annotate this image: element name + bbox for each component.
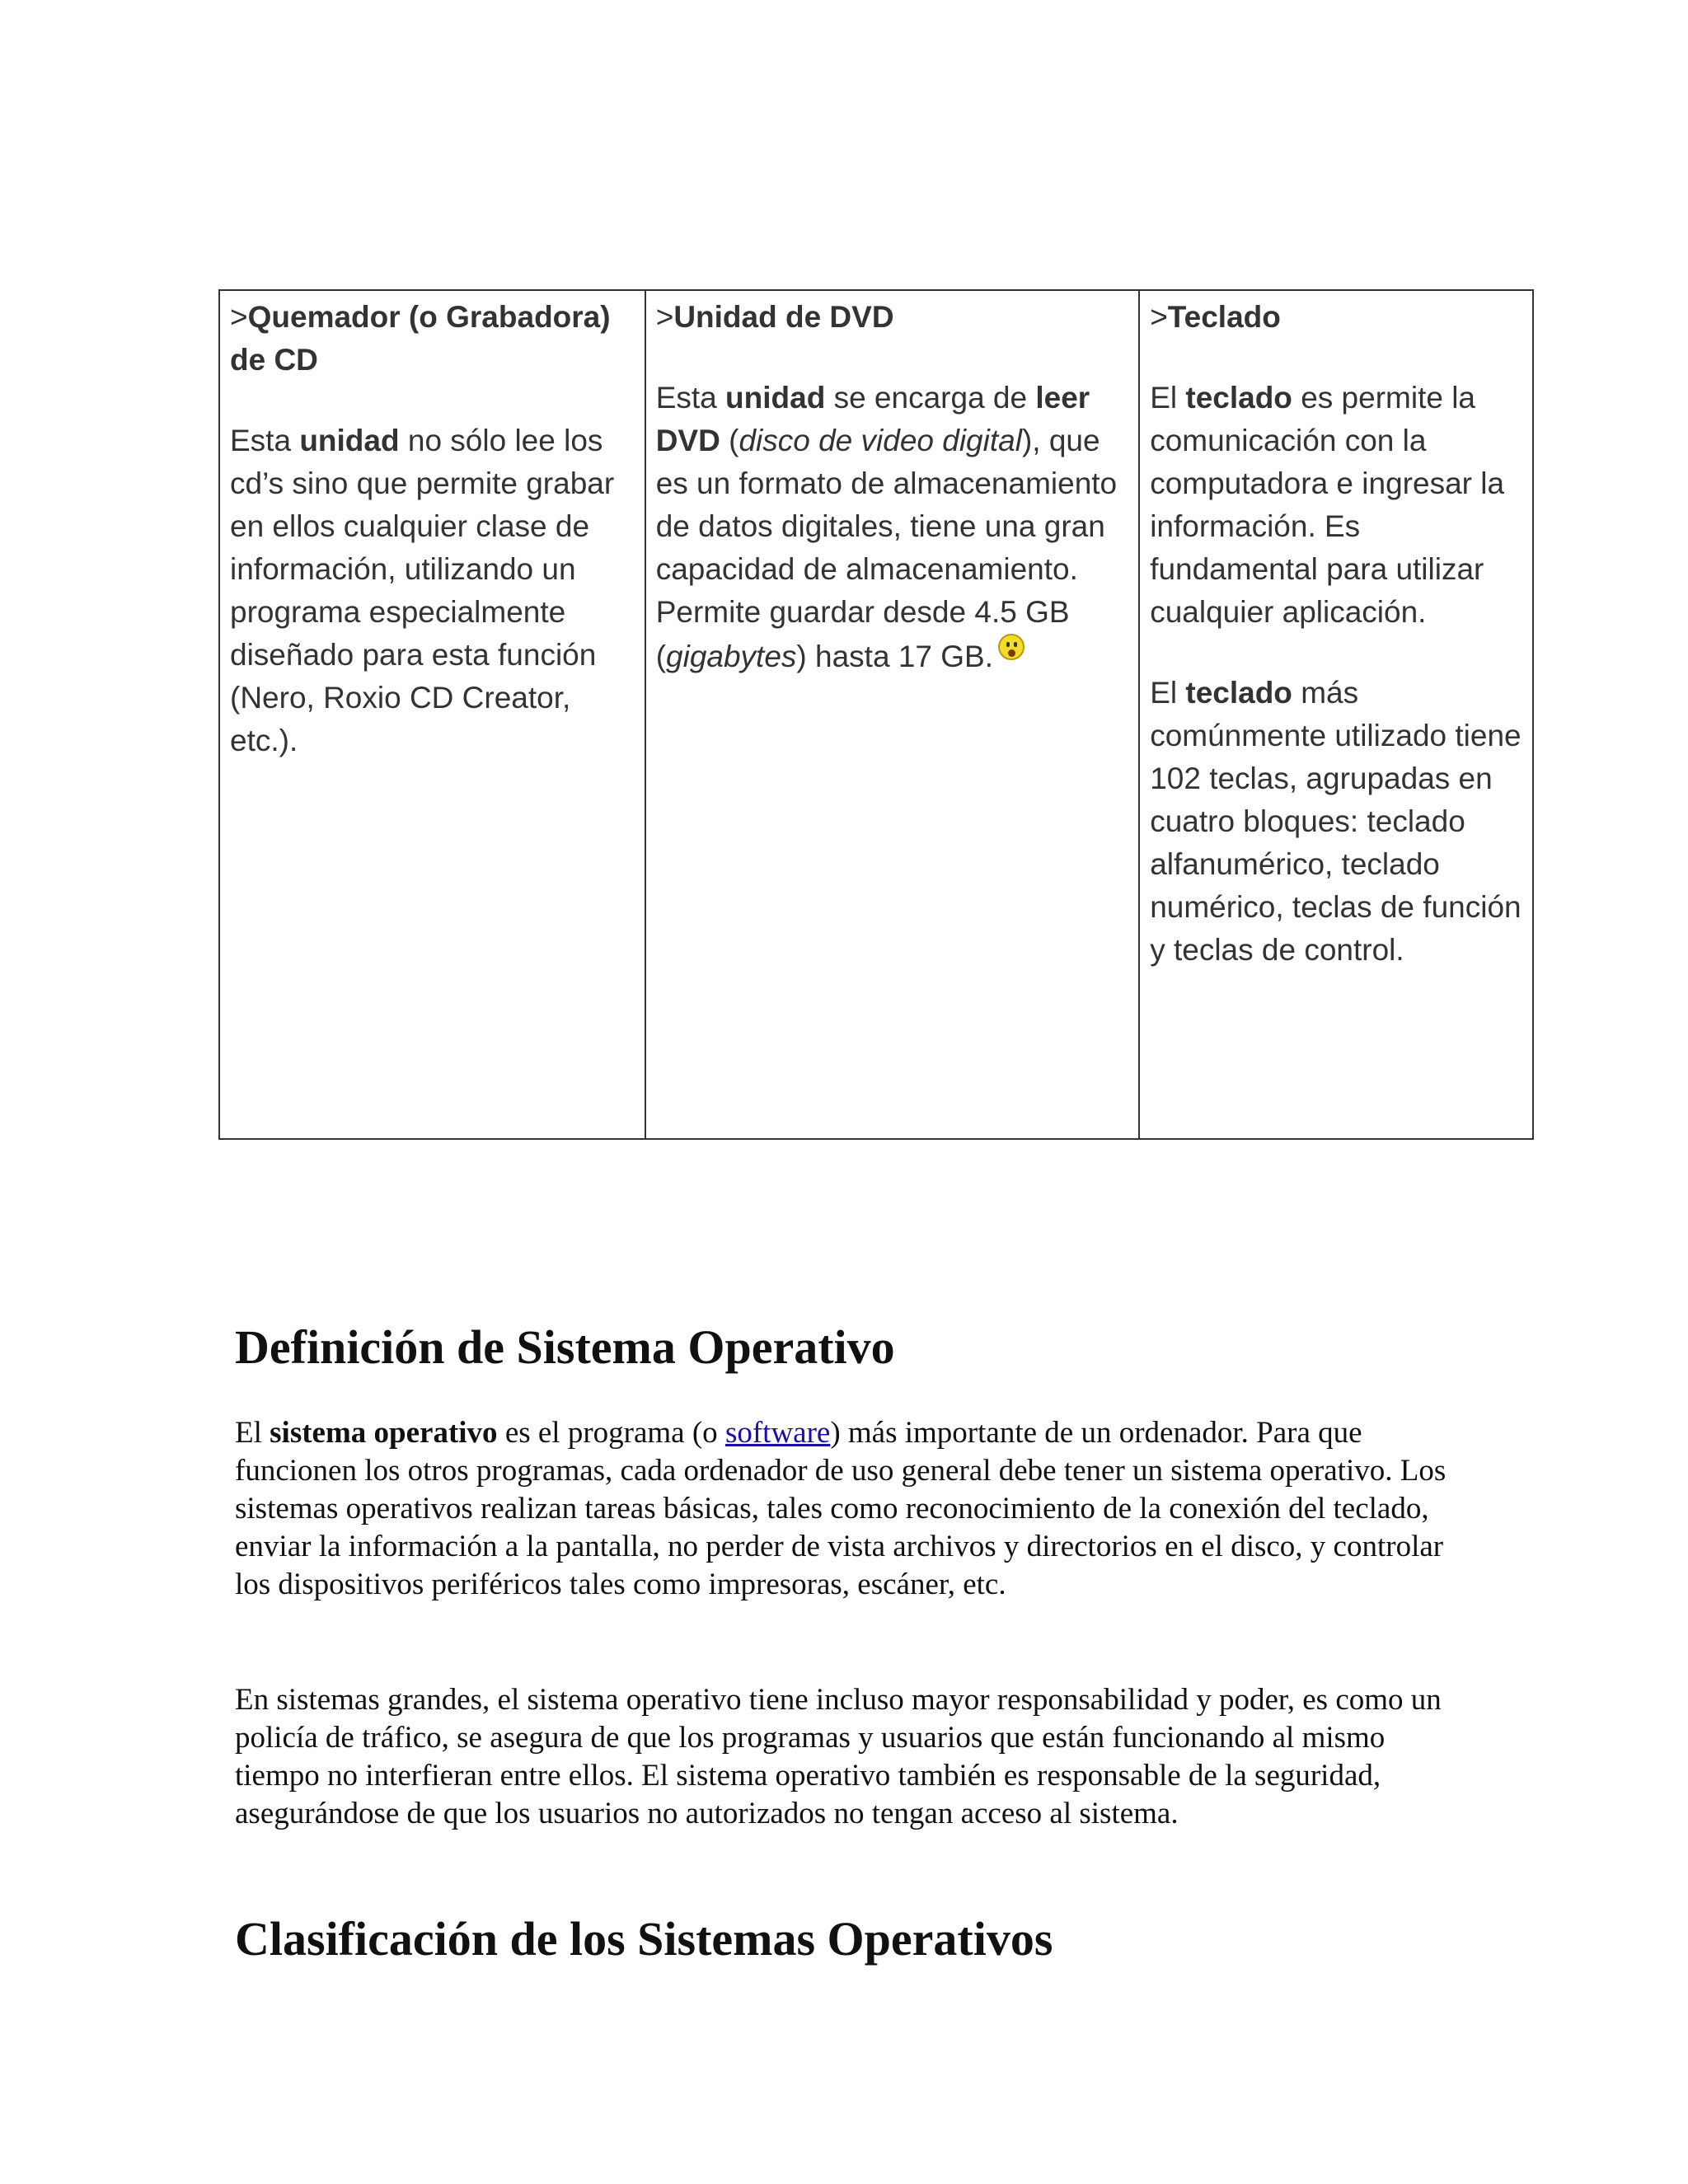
cell-body-1: El teclado es permite la comunicación con la computadora e ingresar la información. Es fundamental para utilizar cualquier aplicación. (1150, 381, 1505, 629)
section-heading-classification: Clasificación de los Sistemas Operativos (235, 1912, 1053, 1966)
cell-body-2: El teclado más comúnmente utilizado tiene 102 teclas, agrupadas en cuatro bloques: teclado alfanumérico, teclado numérico, teclas de función y teclas de control. (1150, 676, 1522, 967)
cell-heading: >Unidad de DVD (655, 300, 894, 334)
cell-heading: >Teclado (1150, 300, 1281, 334)
cell-heading: >Quemador (o Grabadora) de CD (230, 300, 611, 377)
paragraph-os-definition: El sistema operativo es el programa (o software) más importante de un ordenador. Para que funcionen los otros programas, cada ordenador de uso general debe tener un sistema operativo. Los sistemas operativos realizan tareas básicas, tales como reconocimiento de la conexión del teclado, enviar la información a la pantalla, no perder de vista archivos y directorios en el disco, y controlar los dispositivos periféricos tales como impresoras, escáner, etc. (235, 1416, 1447, 1601)
paragraph-os-responsibility: En sistemas grandes, el sistema operativo tiene incluso mayor responsabilidad y poder, es como un policía de tráfico, se asegura de que los programas y usuarios que están funcionando al mismo tiempo no interfieran entre ellos. El sistema operativo también es responsable de la seguridad, asegurándose de que los usuarios no autorizados no tengan acceso al sistema. (235, 1683, 1442, 1830)
cell-body: Esta unidad no sólo lee los cd’s sino que permite grabar en ellos cualquier clase de información, utilizando un programa especialmente diseñado para esta función (Nero, Roxio CD Creator, etc.). (230, 424, 615, 757)
table-cell-dvd-drive (646, 291, 1140, 1138)
table-cell-keyboard (1140, 291, 1532, 1138)
cell-body: Esta unidad se encarga de leer DVD (disco de video digital), que es un formato de almacenamiento de datos digitales, tiene una gran capacidad de almacenamiento. Permite guardar desde 4.5 GB (gigabytes) hasta 17 GB. (655, 381, 1118, 673)
surprised-emoticon-icon (998, 634, 1025, 660)
table-cell-cd-burner (220, 291, 646, 1138)
hardware-table (218, 289, 1534, 1140)
section-heading-definition: Definición de Sistema Operativo (235, 1320, 895, 1374)
software-link[interactable]: software (724, 1416, 831, 1450)
